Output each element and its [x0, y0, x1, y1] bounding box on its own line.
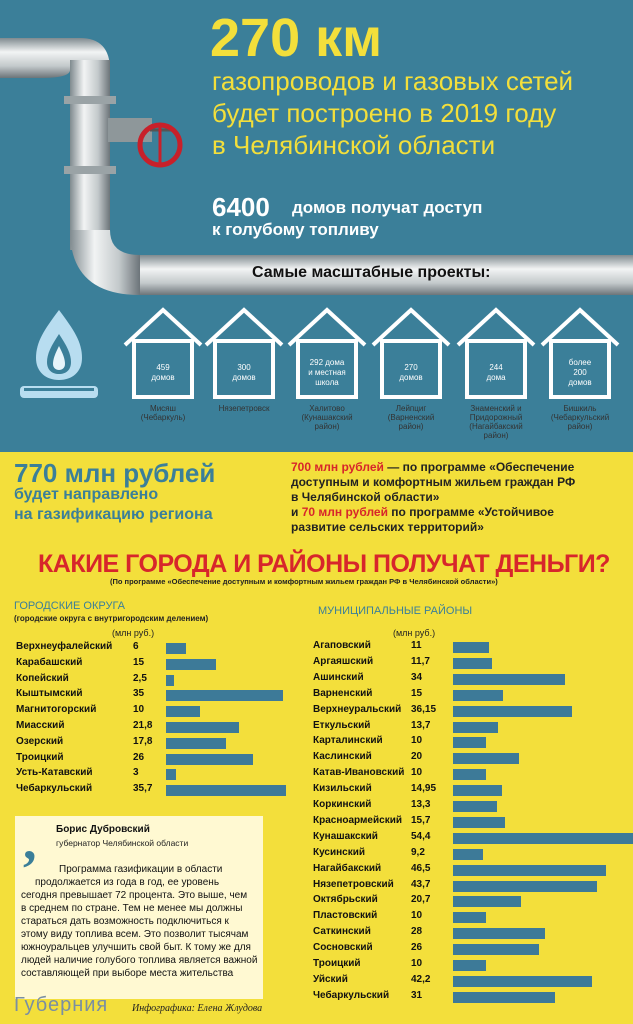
chart-category-label: Пластовский	[313, 910, 378, 922]
chart-bar	[453, 658, 492, 669]
chart-value-label: 10	[411, 735, 423, 747]
chart-row	[313, 879, 633, 894]
quote-line: составляющей при выборе места жительства	[21, 968, 234, 979]
chart-value-label: 11,7	[411, 655, 430, 667]
chart-bar	[453, 753, 519, 764]
chart-category-label: Нагайбакский	[313, 862, 382, 874]
chart-value-label: 26	[133, 751, 145, 763]
project-count: 459 домов	[151, 363, 175, 382]
quote-line: в среднем по стране. Тем не менее мы должны	[21, 903, 243, 914]
chart-row	[313, 958, 633, 973]
chart-bar	[453, 801, 497, 812]
chart-category-label: Кыштымский	[16, 688, 83, 700]
chart-row	[313, 688, 633, 703]
headline-line-2: будет построено в 2019 году	[212, 98, 557, 128]
chart-row	[313, 815, 633, 830]
house-icon	[122, 305, 204, 400]
project-place: Халитово (Кунашакский район)	[301, 404, 353, 431]
funding-part2-text2: развитие сельских территорий»	[291, 520, 484, 534]
chart-value-label: 15	[411, 687, 423, 699]
chart-bar	[453, 737, 486, 748]
logo: Губерния	[14, 994, 109, 1016]
chart-value-label: 17,8	[133, 735, 153, 747]
funding-text-1: будет направлено	[14, 486, 159, 503]
chart-bar	[453, 881, 597, 892]
chart-value-label: 26	[411, 942, 423, 954]
houses-text: домов получат доступ	[292, 198, 483, 217]
chart-value-label: 20	[411, 751, 423, 763]
projects-title: Самые масштабные проекты:	[252, 264, 491, 281]
chart-value-label: 31	[411, 989, 423, 1001]
project-place: Мисяш (Чебаркуль)	[140, 404, 186, 422]
chart-value-label: 21,8	[133, 720, 153, 731]
chart-bar	[453, 992, 555, 1003]
chart-category-label: Октябрьский	[313, 894, 378, 906]
chart-value-label: 20,7	[411, 894, 431, 906]
funding-part2-prefix: и	[291, 505, 302, 519]
chart-value-label: 35	[133, 688, 145, 700]
chart-row	[313, 799, 633, 814]
section-subtitle: (По программе «Обеспечение доступным и комфортным жильем граждан РФ в Челябинской области»)	[110, 577, 498, 586]
chart-category-label: Верхнеуральский	[313, 703, 402, 715]
house-icon	[455, 305, 537, 400]
chart-row	[313, 720, 633, 735]
chart-row	[313, 783, 633, 798]
chart-row	[313, 640, 633, 655]
headline-line-3: в Челябинской области	[212, 130, 496, 160]
chart-value-label: 13,7	[411, 719, 431, 731]
chart-bar	[166, 690, 283, 701]
project-count: 244 дома	[486, 363, 506, 382]
chart-value-label: 54,4	[411, 830, 431, 842]
chart-category-label: Красноармейский	[313, 814, 402, 826]
quote-line: людей наличие голубого топлива является важной	[21, 955, 258, 966]
chart-bar	[166, 785, 286, 796]
project-place: Лейпциг (Варненский район)	[387, 404, 435, 431]
right-title: МУНИЦИПАЛЬНЫЕ РАЙОНЫ	[318, 605, 473, 617]
project-place: Нязепетровск	[218, 404, 270, 413]
section-title: КАКИЕ ГОРОДА И РАЙОНЫ ПОЛУЧАТ ДЕНЬГИ?	[38, 550, 610, 578]
chart-category-label: Копейский	[16, 672, 69, 684]
chart-row	[313, 910, 633, 925]
chart-bar	[453, 706, 572, 717]
funding-part2-amount: 70 млн рублей	[301, 505, 388, 519]
chart-category-label: Кусинский	[313, 846, 366, 858]
chart-bar	[453, 976, 592, 987]
chart-bar	[453, 896, 521, 907]
chart-bar	[453, 769, 486, 780]
chart-category-label: Усть-Катавский	[16, 767, 93, 779]
chart-bar	[166, 769, 176, 780]
chart-row	[313, 672, 633, 687]
chart-bar	[453, 849, 483, 860]
houses-text-2: к голубому топливу	[212, 220, 379, 239]
quote-author: Борис Дубровский	[56, 824, 150, 835]
chart-category-label: Агаповский	[313, 640, 371, 651]
quote-position: губернатор Челябинской области	[56, 838, 189, 848]
chart-bar	[453, 944, 539, 955]
project-place: Знаменский и Придорожный (Нагайбакский район)	[469, 404, 523, 440]
chart-bar	[453, 722, 498, 733]
quote-box	[15, 811, 263, 999]
right-unit: (млн руб.)	[393, 628, 436, 638]
chart-bar	[166, 738, 226, 749]
chart-category-label: Озерский	[16, 735, 64, 747]
chart-bar	[453, 865, 606, 876]
chart-category-label: Верхнеуфалейский	[16, 641, 113, 652]
chart-bar	[453, 960, 486, 971]
chart-row	[313, 990, 633, 1005]
chart-bar	[453, 642, 489, 653]
chart-category-label: Коркинский	[313, 799, 372, 810]
chart-category-label: Каслинский	[313, 751, 372, 763]
chart-category-label: Уйский	[313, 973, 348, 985]
chart-value-label: 2,5	[133, 672, 147, 684]
chart-row	[313, 926, 633, 941]
quote-line: продолжается из года в год, ее уровень	[35, 877, 220, 888]
chart-value-label: 3	[133, 767, 139, 779]
chart-row	[313, 974, 633, 989]
chart-bar	[453, 674, 565, 685]
headline: 270 км	[210, 8, 383, 68]
quote-mark-icon: ,	[23, 811, 37, 871]
chart-row	[313, 847, 633, 862]
chart-category-label: Чебаркульский	[16, 783, 93, 795]
chart-row	[313, 735, 633, 750]
chart-value-label: 43,7	[411, 878, 431, 890]
left-subtitle: (городские округа с внутригородским делением)	[14, 614, 209, 623]
chart-category-label: Магнитогорский	[16, 704, 97, 716]
chart-category-label: Кизильский	[313, 783, 372, 795]
chart-bar	[453, 817, 505, 828]
chart-category-label: Карабашский	[16, 656, 83, 668]
funding-part1-amount: 700 млн рублей	[291, 460, 384, 474]
chart-category-label: Кунашакский	[313, 830, 378, 842]
chart-bar	[166, 659, 216, 670]
chart-value-label: 14,95	[411, 783, 437, 795]
quote-line: сегодня превышает 72 процента. Это выше, чем	[21, 890, 248, 901]
chart-value-label: 10	[411, 958, 423, 969]
chart-value-label: 15	[133, 656, 145, 668]
chart-value-label: 35,7	[133, 783, 153, 795]
chart-bar	[166, 706, 200, 717]
chart-category-label: Варненский	[313, 687, 373, 699]
project-count: 270 домов	[399, 363, 423, 382]
chart-category-label: Еткульский	[313, 719, 371, 731]
project-count: 300 домов	[232, 363, 256, 382]
chart-value-label: 15,7	[411, 814, 431, 826]
chart-row	[313, 751, 633, 766]
chart-value-label: 42,2	[411, 973, 431, 985]
quote-line: южноуральцев улучшить свой быт. К тому же для	[21, 942, 251, 953]
headline-line-1: газопроводов и газовых сетей	[212, 66, 574, 96]
project-place: Бишкиль (Чебаркульский район)	[550, 404, 610, 431]
chart-row	[313, 704, 633, 719]
chart-bar	[453, 912, 486, 923]
chart-row	[313, 942, 633, 957]
houses-count: 6400	[212, 192, 270, 222]
chart-category-label: Аргаяшский	[313, 655, 374, 667]
house-icon	[370, 305, 452, 400]
chart-bar	[453, 785, 502, 796]
chart-row	[313, 863, 633, 878]
funding-amount: 770 млн рублей	[14, 458, 216, 488]
chart-category-label: Карталинский	[313, 735, 383, 747]
chart-bar	[453, 833, 633, 844]
funding-text-2: на газификацию региона	[14, 506, 213, 523]
chart-value-label: 34	[411, 671, 423, 683]
chart-bar	[453, 690, 503, 701]
chart-bar	[453, 928, 545, 939]
house-icon	[203, 305, 285, 400]
left-unit: (млн руб.)	[112, 628, 155, 638]
chart-value-label: 11	[411, 640, 422, 651]
project-count: 292 дома и местная школа	[308, 358, 346, 387]
funding-part1-text2: доступным и комфортным жильем граждан РФ	[291, 475, 576, 489]
funding-part1-text3: в Челябинской области»	[291, 490, 440, 504]
credit: Инфографика: Елена Жлудова	[132, 1003, 263, 1014]
chart-category-label: Миасский	[16, 720, 65, 731]
quote-line: этому виду топлива всем. Это позволит тысячам	[21, 929, 249, 940]
chart-value-label: 10	[411, 910, 423, 922]
chart-category-label: Нязепетровский	[313, 878, 394, 890]
chart-value-label: 6	[133, 641, 139, 652]
chart-category-label: Троицкий	[313, 958, 361, 969]
chart-value-label: 13,3	[411, 799, 431, 810]
chart-row	[313, 894, 633, 909]
chart-bar	[166, 754, 253, 765]
chart-row	[313, 656, 633, 671]
funding-detail-1	[291, 460, 575, 535]
chart-row	[313, 767, 633, 782]
project-count: более 200 домов	[568, 358, 592, 387]
chart-category-label: Сосновский	[313, 942, 373, 954]
left-title: ГОРОДСКИЕ ОКРУГА	[14, 600, 126, 612]
gas-flame-icon	[14, 308, 104, 402]
chart-bar	[166, 722, 239, 733]
chart-category-label: Чебаркульский	[313, 989, 390, 1001]
chart-bar	[166, 675, 174, 686]
chart-value-label: 10	[133, 704, 145, 716]
chart-category-label: Ашинский	[313, 671, 364, 683]
chart-value-label: 28	[411, 926, 423, 938]
quote-line: Программа газификации в области	[59, 864, 223, 875]
chart-value-label: 36,15	[411, 703, 437, 715]
funding-part2-text1: по программе «Устойчивое	[387, 505, 554, 519]
quote-line: стараться дать возможность подключиться к	[21, 916, 229, 927]
chart-category-label: Троицкий	[16, 751, 64, 763]
chart-value-label: 10	[411, 767, 423, 779]
chart-row	[313, 831, 633, 846]
funding-part1-text1: — по программе «Обеспечение	[383, 460, 575, 474]
chart-value-label: 9,2	[411, 846, 425, 858]
chart-category-label: Саткинский	[313, 926, 371, 938]
chart-bar	[166, 643, 186, 654]
chart-value-label: 46,5	[411, 862, 431, 874]
chart-category-label: Катав-Ивановский	[313, 767, 405, 779]
